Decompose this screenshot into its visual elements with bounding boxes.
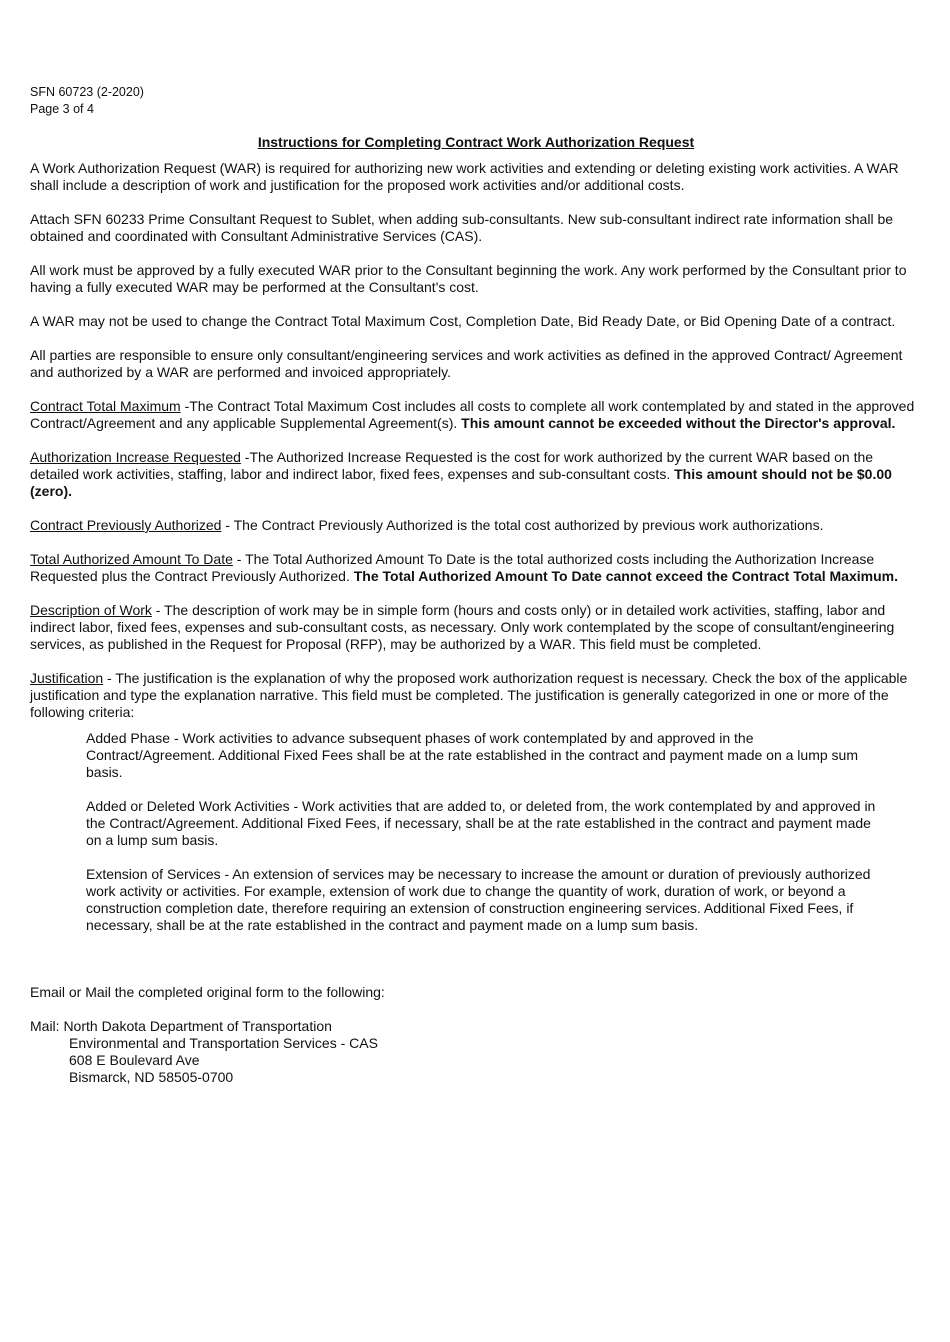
definition-authorization-increase [30, 449, 922, 500]
definition-emphasis: The Total Authorized Amount To Date cannot exceed the Contract Total Maximum. [353, 568, 898, 584]
definition-contract-previously-authorized [30, 517, 922, 534]
term-label: Total Authorized Amount To Date [30, 551, 233, 567]
definition-text: - The Total Authorized Amount To Date is the total authorized costs including the Authorization Increase Requested plus the Contract Previously Authorized. [30, 551, 875, 584]
document-page [30, 84, 922, 1086]
criterion-extension: Extension of Services - An extension of services may be necessary to increase the amount or duration of previously authorized work activity or activities. For example, extension of work due to change the quantity of work, duration of work, or beyond a construction completion date, therefore requiring an extension of construction engineering services. Additional Fixed Fees, if necessary, shall be at the rate established in the contract and payment made on a lump sum basis. [86, 866, 871, 933]
definition-emphasis: This amount cannot be exceeded without the Director's approval. [461, 415, 896, 431]
definition-description-of-work [30, 602, 922, 653]
definition-justification [30, 670, 922, 721]
form-id: SFN 60723 (2-2020) [30, 85, 144, 99]
address-line-street: 608 E Boulevard Ave [69, 1052, 200, 1068]
definition-text: - The Contract Previously Authorized is the total cost authorized by previous work authorizations. [221, 517, 824, 533]
definition-emphasis: This amount should not be $0.00 (zero). [30, 466, 892, 499]
address-line-city: Bismarck, ND 58505-0700 [69, 1069, 234, 1085]
page-title: Instructions for Completing Contract Work Authorization Request [257, 134, 695, 150]
paragraph-war-required: A Work Authorization Request (WAR) is required for authorizing new work activities and extending or deleting existing work activities. A WAR shall include a description of work and justification for the proposed work activities and/or additional costs. [30, 160, 899, 193]
page-number: Page 3 of 4 [30, 102, 94, 116]
mail-line: Mail: North Dakota Department of Transportation [30, 1018, 332, 1034]
term-label: Justification [30, 670, 104, 686]
term-label: Authorization Increase Requested [30, 449, 241, 465]
paragraph-responsibility: All parties are responsible to ensure only consultant/engineering services and work activities as defined in the approved Contract/ Agreement and authorized by a WAR are performed and invoiced appropriately. [30, 347, 903, 380]
address-line-division: Environmental and Transportation Services - CAS [69, 1035, 378, 1051]
definition-text: -The Authorized Increase Requested is the cost for work authorized by the current WAR based on the detailed work activities, staffing, labor and indirect labor, fixed fees, expenses and sub-consultant costs. [30, 449, 874, 482]
definition-total-authorized [30, 551, 922, 585]
term-label: Contract Total Maximum [30, 398, 181, 414]
paragraph-approval: All work must be approved by a fully executed WAR prior to the Consultant beginning the work. Any work performed by the Consultant prior to having a fully executed WAR may be performed at the Consultant's cost. [30, 262, 907, 295]
paragraph-attach-sublet: Attach SFN 60233 Prime Consultant Request to Sublet, when adding sub-consultants. New sub-consultant indirect rate information shall be obtained and coordinated with Consultant Administrative Services (CAS). [30, 211, 894, 244]
term-label: Description of Work [30, 602, 152, 618]
criterion-added-phase: Added Phase - Work activities to advance subsequent phases of work contemplated by and approved in the Contract/Agreement. Additional Fixed Fees shall be at the rate established in the contract and payment made on a lump sum basis. [86, 730, 858, 780]
definition-text: -The Contract Total Maximum Cost includes all costs to complete all work contemplated by and stated in the approved Contract/Agreement and any applicable Supplemental Agreement(s). [30, 398, 915, 431]
paragraph-war-limits: A WAR may not be used to change the Contract Total Maximum Cost, Completion Date, Bid Ready Date, or Bid Opening Date of a contract. [30, 313, 896, 329]
submission-intro: Email or Mail the completed original form to the following: [30, 984, 385, 1000]
definition-text: - The justification is the explanation of why the proposed work authorization request is necessary. Check the box of the applicable justification and type the explanation narrative. This field must be completed. The justification is generally categorized in one or more of the following criteria: [30, 670, 908, 720]
term-label: Contract Previously Authorized [30, 517, 222, 533]
definition-text: - The description of work may be in simple form (hours and costs only) or in detailed work activities, staffing, labor and indirect labor, fixed fees, expenses and sub-consultant costs, as necessary. Only work contemplated by the scope of consultant/engineering services, as published in the Request for Proposal (RFP), may be authorized by a WAR. This field must be completed. [30, 602, 895, 652]
criterion-added-deleted: Added or Deleted Work Activities - Work activities that are added to, or deleted from, the work contemplated by and approved in the Contract/Agreement. Additional Fixed Fees, if necessary, shall be at the rate established in the contract and payment made on a lump sum basis. [86, 798, 876, 848]
definition-contract-total-maximum [30, 398, 922, 432]
